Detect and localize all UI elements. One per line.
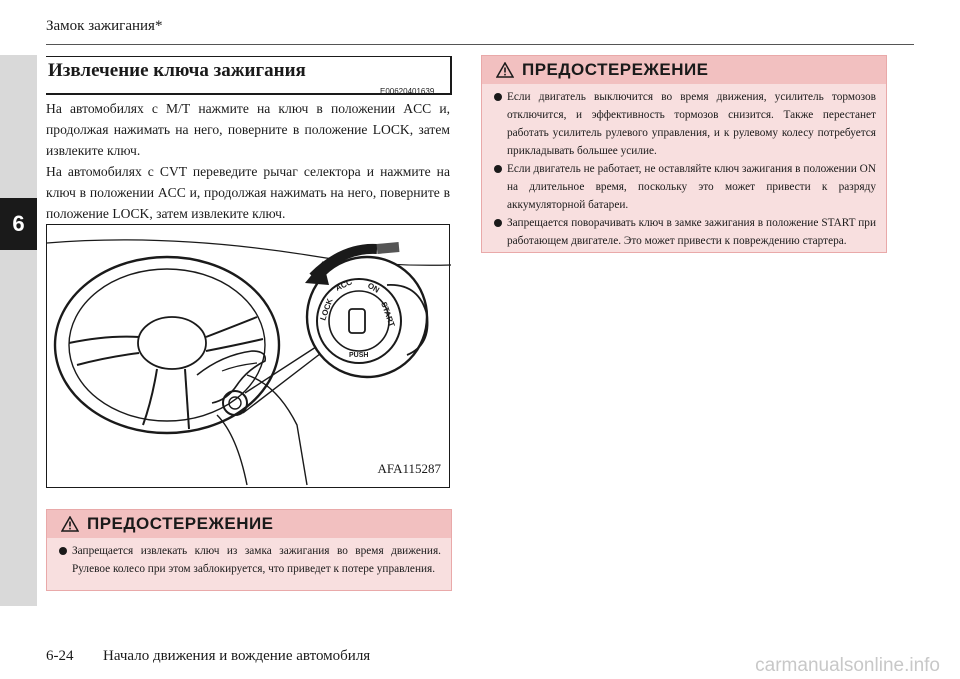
paragraph-cvt: На автомобилях с CVT переведите рычаг селектора и нажмите на ключ в положении ACC и, продолжая нажимать на него, поверните в положение LOCK, затем извлеките ключ. <box>46 164 450 221</box>
warning-list <box>47 538 451 584</box>
warning-triangle-icon <box>61 516 79 532</box>
section-code: E00620401639 <box>380 87 435 96</box>
warning-item: Если двигатель выключится во время движения, усилитель тормозов отключится, и эффективность тормозов снизится. Также перестанет работать усилитель рулевого управления, и к рулевому колесу потребуется прикладывать большее усилие. <box>494 88 876 160</box>
warning-item: Запрещается извлекать ключ из замка зажигания во время движения. Рулевое колесо при этом заблокируется, что приведет к потере управления. <box>59 542 441 578</box>
warning-triangle-icon <box>496 62 514 78</box>
warning-list <box>482 84 886 256</box>
chapter-tab <box>0 198 37 250</box>
warning-item: Если двигатель не работает, не оставляйте ключ зажигания в положении ON на длительное время, поскольку это может привести к разряду аккумуляторной батареи. <box>494 160 876 214</box>
watermark: carmanualsonline.info <box>755 655 940 676</box>
paragraph-mt: На автомобилях с М/Т нажмите на ключ в положении ACC и, продолжая нажимать на него, поверните в положение LOCK, затем извлеките ключ. <box>46 101 450 158</box>
warning-item: Запрещается поворачивать ключ в замке зажигания в положение START при работающем двигателе. Это может привести к повреждению стартера. <box>494 214 876 250</box>
chapter-title: Начало движения и вождение автомобиля <box>103 648 371 664</box>
warning-header <box>47 510 451 538</box>
figure-code: AFA115287 <box>377 461 441 476</box>
warning-box-right <box>481 55 887 253</box>
running-title: Замок зажигания* <box>46 18 163 34</box>
ignition-figure <box>46 224 450 488</box>
warning-heading: ПРЕДОСТЕРЕЖЕНИЕ <box>87 514 274 533</box>
label-lock: LOCK <box>318 297 335 322</box>
label-on: ON <box>366 280 381 295</box>
warning-heading: ПРЕДОСТЕРЕЖЕНИЕ <box>522 60 709 79</box>
side-strip <box>0 55 37 606</box>
header-rule <box>46 44 914 45</box>
section-title: Извлечение ключа зажигания <box>48 60 306 81</box>
warning-header <box>482 56 886 84</box>
warning-box-bottom <box>46 509 452 591</box>
label-start: START <box>379 300 397 329</box>
page-number: 6-24 <box>46 648 74 664</box>
body-text <box>46 98 450 224</box>
label-push: PUSH <box>349 352 369 359</box>
label-acc: ACC <box>334 277 354 293</box>
ignition-illustration <box>47 225 451 489</box>
chapter-number: 6 <box>12 211 25 236</box>
